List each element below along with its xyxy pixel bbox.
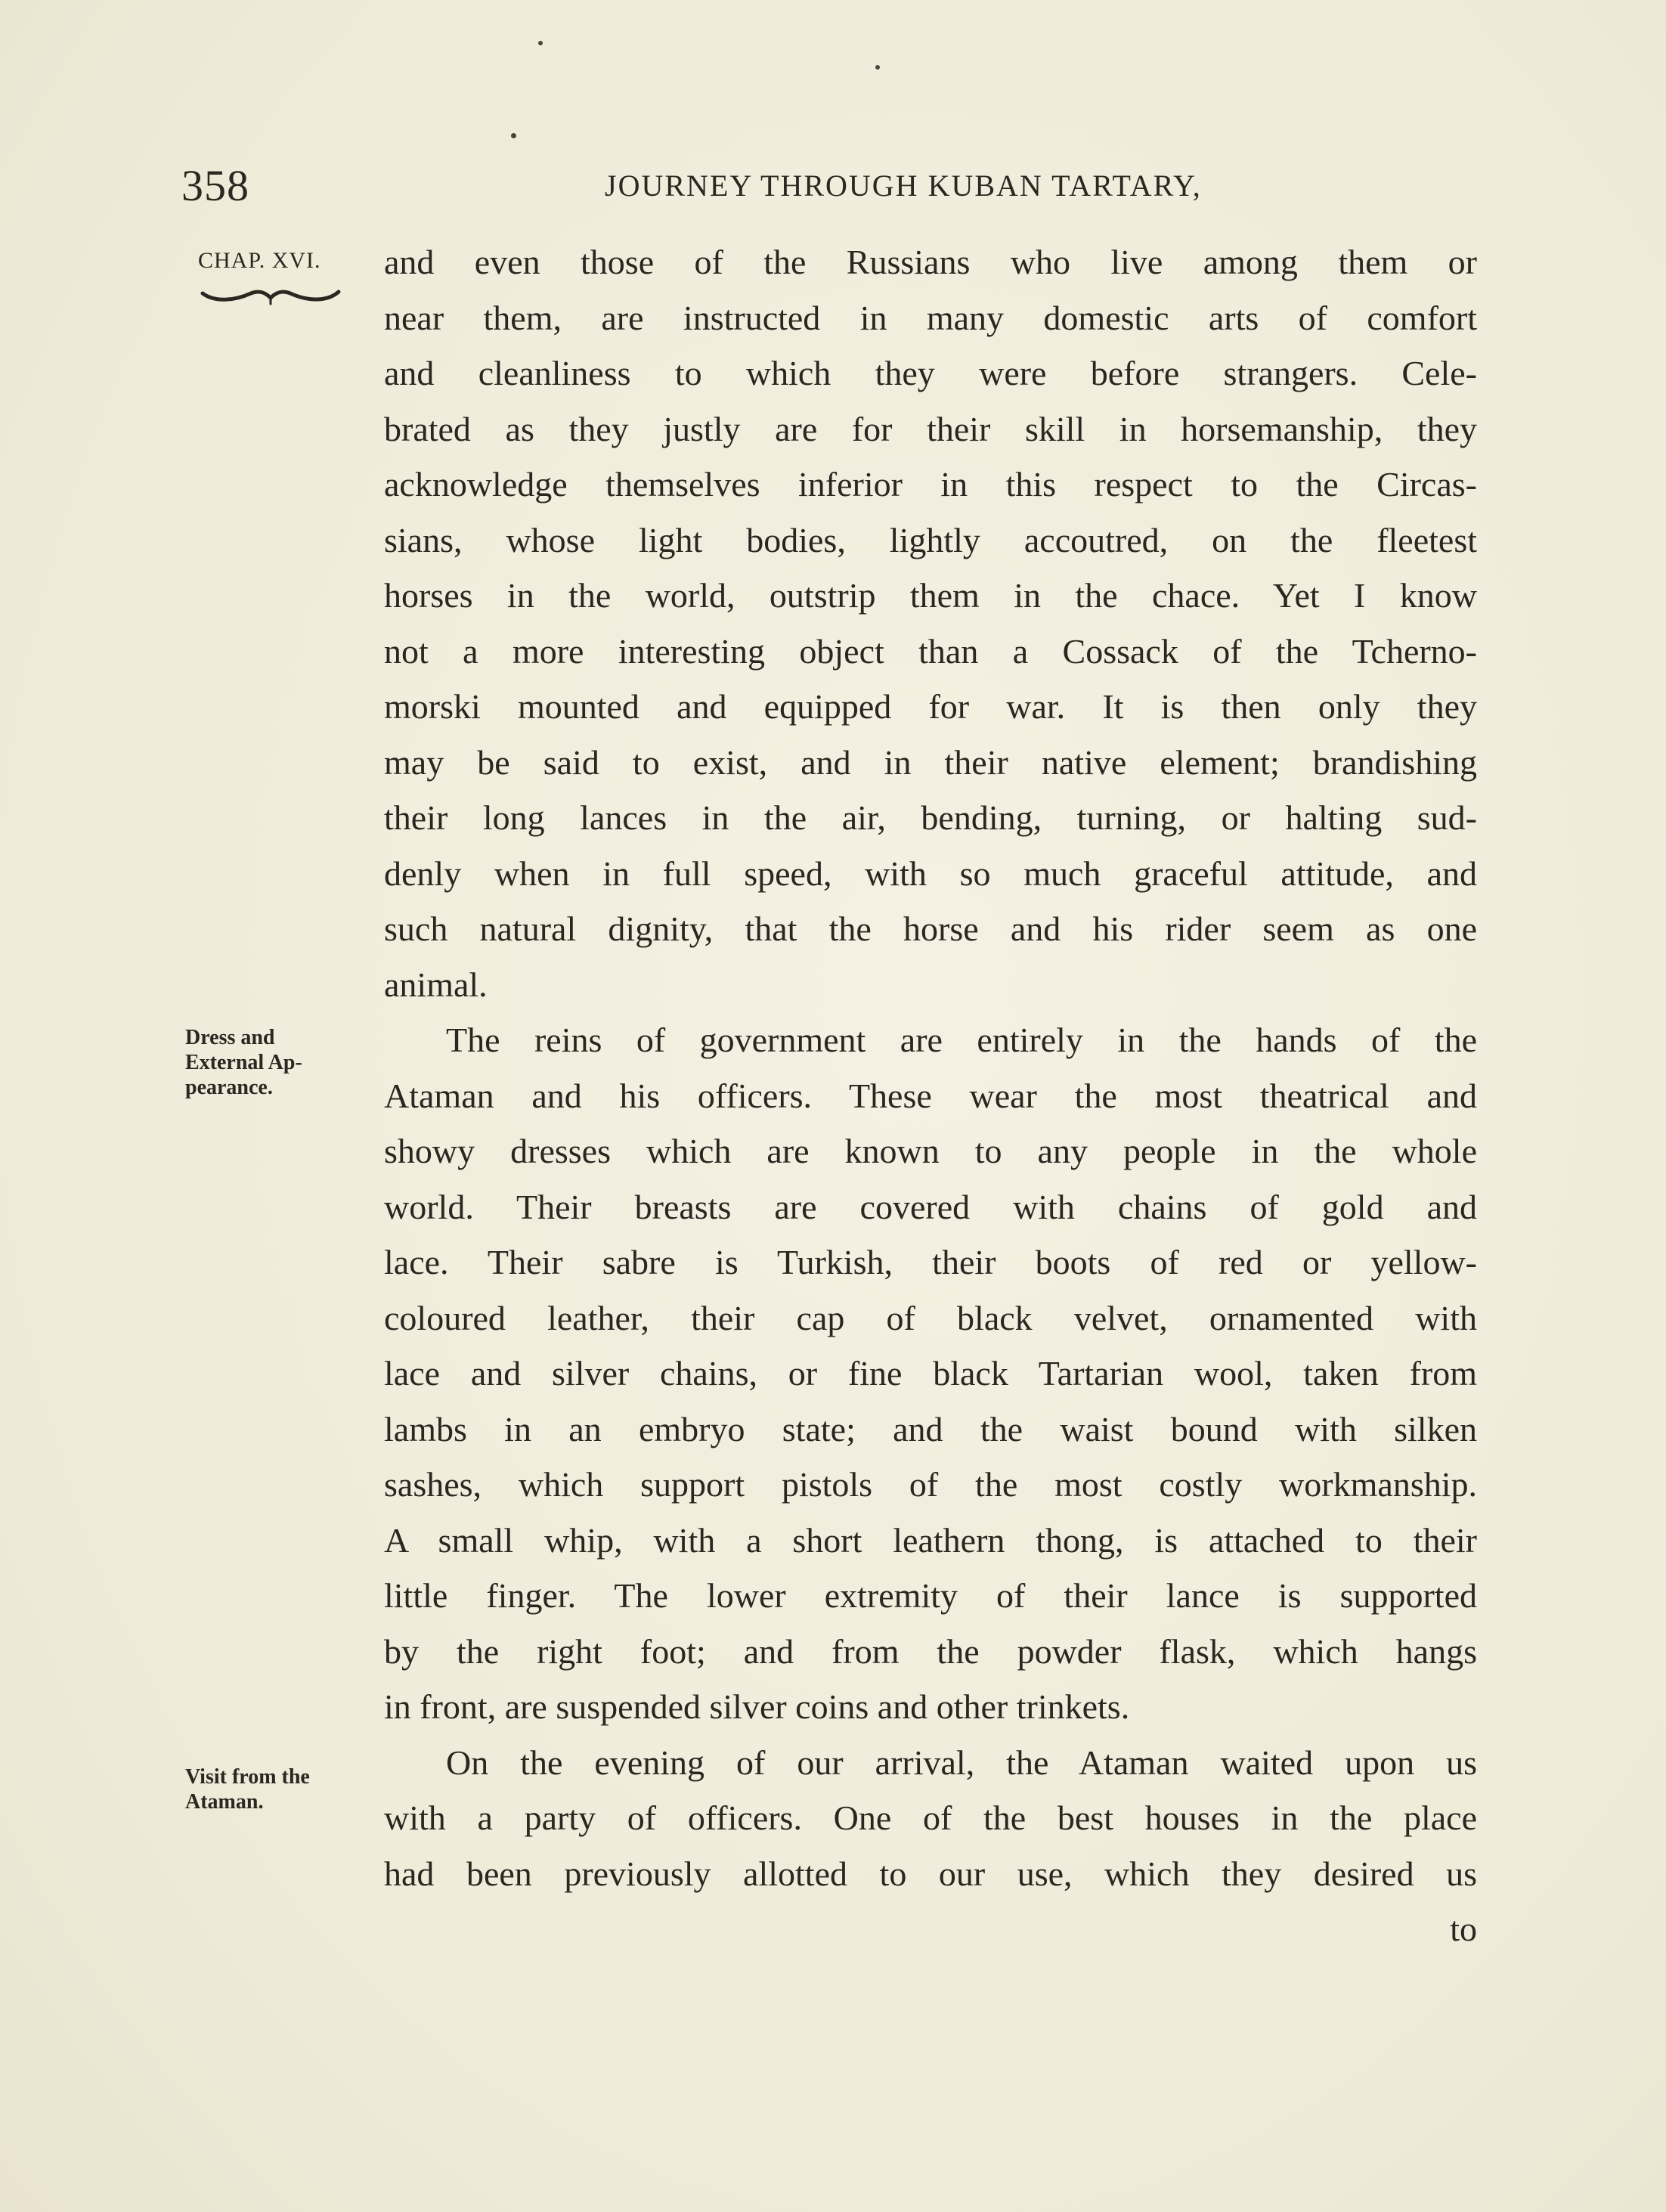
text-line: Ataman and his officers. These wear the most theatrical and [384,1076,1477,1115]
text-line: On the evening of our arrival, the Ataman waited upon us [446,1743,1477,1782]
text-line: horses in the world, outstrip them in the chace. Yet I know [384,576,1477,615]
text-line: world. Their breasts are covered with chains of gold and [384,1187,1477,1226]
text-line: lambs in an embryo state; and the waist bound with silken [384,1409,1477,1448]
text-line: not a more interesting object than a Cossack of the Tcherno- [384,631,1477,671]
text-line: sashes, which support pistols of the most costly workmanship. [384,1465,1477,1504]
ink-speck [538,41,543,45]
text-line: animal. [384,965,488,1004]
text-line: sians, whose light bodies, lightly accoutred, on the fleetest [384,520,1477,559]
ink-speck [875,65,880,70]
text-line: showy dresses which are known to any people in the whole [384,1132,1477,1170]
text-line: had been previously allotted to our use, which they desired us [384,1854,1477,1893]
text-line: such natural dignity, that the horse and his rider seem as one [384,909,1477,948]
body-text [384,234,1477,1957]
text-line: acknowledge themselves inferior in this respect to the Circas- [384,465,1477,503]
text-line: brated as they justly are for their skill in horsemanship, they [384,409,1477,448]
text-line: with a party of officers. One of the best houses in the place [384,1798,1477,1837]
page-number: 358 [181,161,249,210]
margin-note-line: Dress and [185,1026,275,1049]
margin-note-visit [185,1764,329,1814]
text-line: lace and silver chains, or fine black Tartarian wool, taken from [384,1354,1477,1393]
margin-note-dress [185,1025,329,1100]
margin-note-line: Visit from the [185,1765,310,1789]
chapter-label: CHAP. XVI. [198,248,321,273]
text-line: and even those of the Russians who live among them or [384,243,1477,281]
text-line: lace. Their sabre is Turkish, their boots of red or yellow- [384,1243,1477,1281]
margin-note-line: pearance. [185,1076,273,1099]
text-line: The reins of government are entirely in the hands of the [446,1021,1477,1059]
text-line: their long lances in the air, bending, turning, or halting sud- [384,798,1477,837]
chapter-ornament [198,281,343,311]
text-line: near them, are instructed in many domestic arts of comfort [384,298,1477,337]
text-line: morski mounted and equipped for war. It is then only they [384,687,1477,726]
running-title: JOURNEY THROUGH KUBAN TARTARY, [605,169,1202,203]
text-line: in front, are suspended silver coins and other trinkets. [384,1687,1130,1726]
margin-note-line: External Ap- [185,1051,302,1074]
margin-note-line: Ataman. [185,1790,264,1814]
text-line: A small whip, with a short leathern thong, is attached to their [384,1520,1477,1560]
text-line: by the right foot; and from the powder flask, which hangs [384,1631,1477,1671]
text-line: coloured leather, their cap of black velvet, ornamented with [384,1298,1477,1337]
text-line: denly when in full speed, with so much graceful attitude, and [384,854,1477,893]
text-line: may be said to exist, and in their native element; brandishing [384,742,1477,782]
ink-speck [511,133,516,138]
text-line: and cleanliness to which they were before strangers. Cele- [384,354,1477,392]
text-line: little finger. The lower extremity of their lance is supported [384,1576,1477,1615]
catchword: to [1450,1910,1477,1948]
